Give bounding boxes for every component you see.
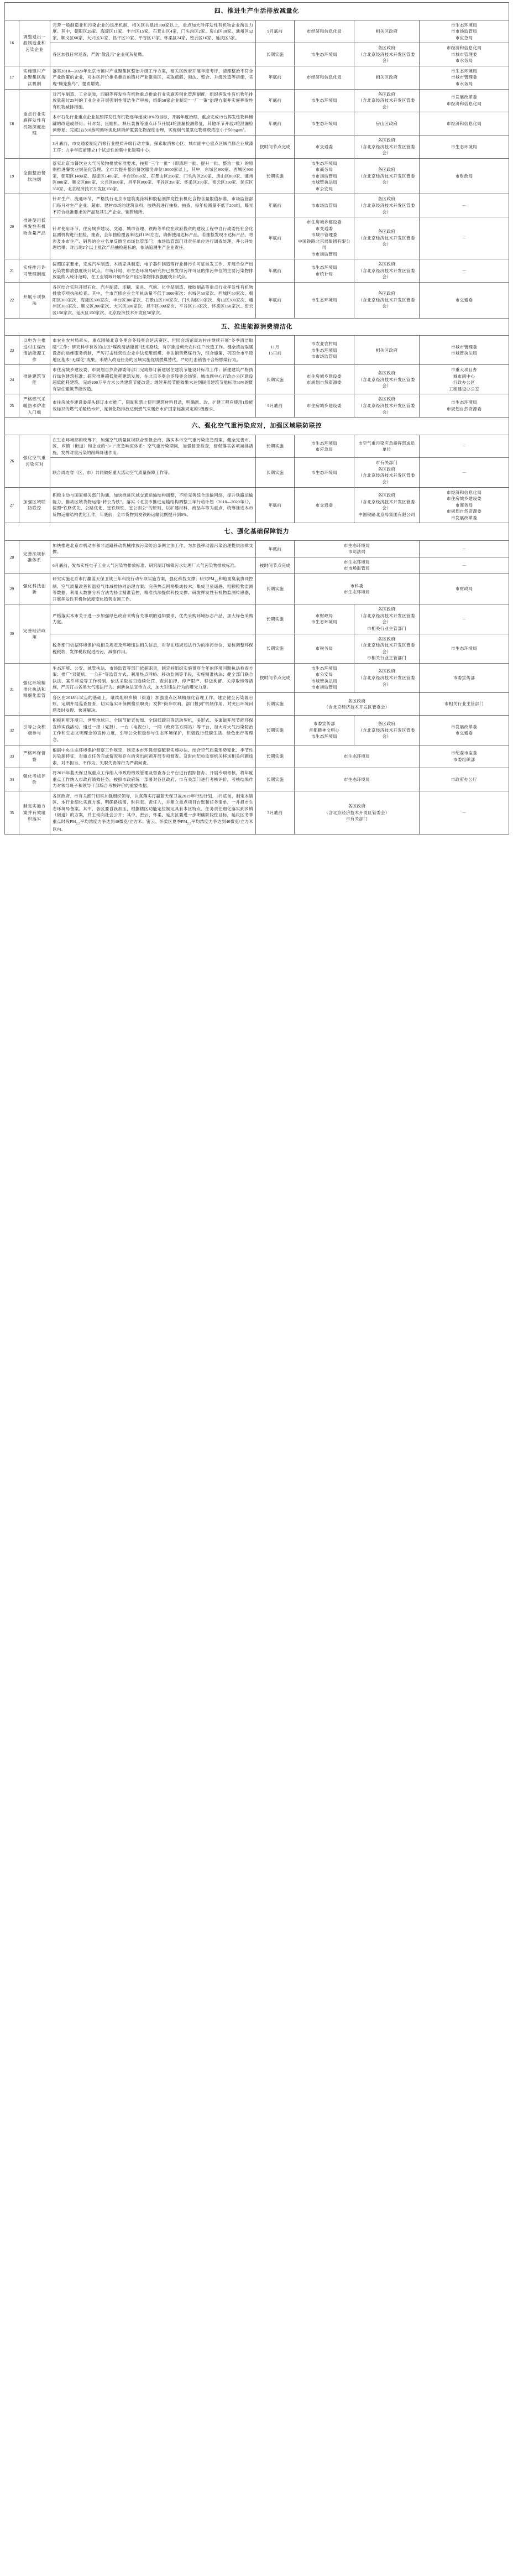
section-header-5: [5, 318, 509, 336]
row-responsible-unit: 相关区政府: [354, 336, 420, 365]
row-lead-unit: 市财政局 市生态环境局: [295, 604, 354, 634]
row-lead-unit: 市住房城乡建设委 市规划自然资源委: [295, 365, 354, 394]
row-lead-unit: 市生态环境局 市应急局: [295, 435, 354, 458]
row-deadline: 年底前: [256, 540, 295, 557]
row-deadline: 按时间节点完成: [256, 663, 295, 692]
table-row: [5, 43, 509, 66]
row-measure: 落实2018—2020年北京市镇村产业聚集区整治升级工作方案，相关区政府开展年度考评，清理整治不符合产业政策的企业，对本区评价排名靠后的镇村产业聚集区，采取疏解、淘汰、整合、升级改造等措施，实现“腾笼换鸟”、提质增效。: [50, 66, 256, 89]
table-row: [5, 745, 509, 768]
row-task: 推进建筑节能: [19, 365, 50, 394]
row-lead-unit: 市生态环境局 市统计局: [295, 259, 354, 283]
row-measure: 针对生产、流通环节，严格执行北京市建筑类涂料和胶粘剂挥发性有机化合物含量限值标准，市场监管部门每月对生产企业、超市、建材市场的建筑涂料、胶粘剂进行抽检、抽查，每年检测量不低于200组，曝光不符合标准要求的产品及其生产企业、销售场所。: [50, 194, 256, 217]
row-task: 强化科技创新: [19, 574, 50, 604]
table-row: [5, 458, 509, 487]
row-responsible-unit: 各区政府 （含北京经济技术开发区管委会） 中国铁路北京局集团有限公司: [354, 487, 420, 523]
table-row: [5, 158, 509, 194]
row-deadline: 11月 15日前: [256, 336, 295, 365]
row-number: 16: [5, 20, 19, 66]
row-task: 强化空气重污染应对: [19, 435, 50, 487]
row-task: 制定实施方案并有效组织落实: [19, 791, 50, 834]
row-deadline: 长期实施: [256, 745, 295, 768]
row-responsible-unit: 各区政府 （含北京经济技术开发区管委会） 市相关行业主管部门: [354, 634, 420, 663]
row-deadline: 9月底前: [256, 20, 295, 43]
row-responsible-unit: 相关区政府: [354, 66, 420, 89]
row-lead-unit: 市税务局: [295, 634, 354, 663]
row-lead-unit: 市生态环境局: [295, 43, 354, 66]
row-task: 全面整治餐饮油烟: [19, 158, 50, 194]
row-number: 30: [5, 604, 19, 663]
row-responsible-unit: 各区政府 （含北京经济技术开发区管委会） 市相关行业主管部门: [354, 604, 420, 634]
row-measure: 完善一般制造业和污染企业的退出机制，相关区共退出300家以上，重点加大涉挥发性有机物企业淘汰力度。其中，朝阳区26家、海淀区11家、丰台区15家、石景山区4家、门头沟区2家、房山区30家、通州区52家、顺义区60家、大兴区31家、昌平区20家、平谷区13家、怀柔区24家、密云区16家、延庆区5家。: [50, 20, 256, 43]
row-cooperating-unit: 市交通委: [420, 282, 509, 318]
row-measure: 积极利用环境日、世界地球日、全国节能宣传周、全国低碳日等活动契机，多形式、多渠道开展节能环保宣传实践活动。通过一报（党报）、一台（电视台）、一网（政府官方网站）等平台，加大对大气污染防治工作和生态文明理念的宣传力度，引导公众积极参与生态环境保护，积极践行低碳生活、绿色出行等理念。: [50, 716, 256, 745]
row-lead-unit: 市市场监管局: [295, 194, 354, 217]
row-task: 以电为主推进村庄煤改清洁能源工作: [19, 336, 50, 365]
row-cooperating-unit: 市生态环境局: [420, 634, 509, 663]
row-cooperating-unit: －: [420, 194, 509, 217]
row-cooperating-unit: 市委宣传部: [420, 663, 509, 692]
row-lead-unit: 市经济和信息化局: [295, 20, 354, 43]
table-row: [5, 435, 509, 458]
row-measure: 将2019年蓝天保卫战重点工作纳入市政府绩效管理及督查办公平台进行跟踪督办。开展专项考核，将年度重点工作纳入市政府绩效任务，按照市政府统一部署对各区政府、市有关部门进行考核评价，考核结果作为对领导班子和领导干部综合考核评价的重要依据。: [50, 768, 256, 791]
row-measure: 根据中央生态环境保护督察工作规定，制定本市环保督察配套实施办法。结合空气质量形势变化、季节性污染源特征，对重点任务完成情况和存在的突出问题开展专项督查。及时向纪检监察机关移送相关问题线索，对不担当、不作为、失职失责等行为严肃问责。: [50, 745, 256, 768]
row-lead-unit: 市生态环境局: [295, 112, 354, 135]
row-cooperating-unit: －: [420, 458, 509, 487]
row-measure: 各区政府、市有关部门切实加强组织领导，认真落实打赢蓝天保卫战2019年行动计划，3月底前，制定本辖区、本行业细化实施方案，明确路线图、时间表、责任人，并建立重点项目台账和任务清单，一并报市生态环境局备案。其中，各区要自我加压，根据辖区功能定位制定具有本区特点、任务责任细化落实到乡镇（街道）的方案，并主动向社会公开；其中，密云、怀柔、延庆区要进一步明确阶段性目标，延庆区冬季重点时段$PM_{2.5}$平均浓度力争达到40微克/立方米；密云、怀柔区夏季$PM_{2.5}$平均浓度力争达到40微克/立方米以内。: [50, 791, 256, 834]
row-number: 21: [5, 259, 19, 283]
row-cooperating-unit: 市财政局: [420, 158, 509, 194]
row-cooperating-unit: －: [420, 604, 509, 634]
row-lead-unit: 市交通委: [295, 135, 354, 159]
row-number: 17: [5, 66, 19, 89]
row-number: 33: [5, 745, 19, 768]
row-cooperating-unit: －: [420, 791, 509, 834]
row-responsible-unit: 各区政府 （含北京经济技术开发区管委会）: [354, 259, 420, 283]
row-lead-unit: 市科委 市生态环境局: [295, 574, 420, 604]
row-task: 推进使用低挥发性有机物含量产品: [19, 194, 50, 259]
row-cooperating-unit: 市发展改革委 市经济和信息化局: [420, 89, 509, 112]
row-responsible-unit: 各区政府 （含北京经济技术开发区管委会）: [354, 365, 420, 394]
row-lead-unit: 市交通委: [295, 487, 354, 523]
row-deadline: 年底前: [256, 487, 295, 523]
row-measure: 市住房城乡建设委、市规划自然资源委等部门完成修订新建居住建筑节能设计标准工作；新建建筑严格执行绿色建筑标准；研究推进超低能耗建筑发展，在北京冬奥会冬残奥会场馆、城市副中心行政办公区建设超低能耗建筑。完成200万平方米公共建筑节能改造；继续开展节能效果未达到民用建筑节能标准50%的既有居住建筑节能改造。: [50, 365, 256, 394]
row-measure: 市住房城乡建设委牵头修订本市推广、限制和禁止使用建筑材料目录，明确新、改、扩建工程应使用1级能效标识的燃气采暖热水炉，氮氧化物排放达到燃气采暖热水炉国家标准规定的5级要求。: [50, 394, 256, 418]
row-deadline: 年底前: [256, 194, 295, 217]
table-row: [5, 66, 509, 89]
row-number: 22: [5, 282, 19, 318]
row-deadline: 长期实施: [256, 768, 295, 791]
row-task: 强化考核评价: [19, 768, 50, 791]
row-measure: 各区在2018年试点的基础上，继续组织乡镇（街道）加强重点区域精细化管理工作。建立健全污染源台账，定期开展巡查督查，切实落实环保网格员职责；发挥“街乡吹哨、部门报到”机制作用，对突出环境问题及时发现、快速解决。: [50, 692, 256, 716]
document-sheet: [0, 0, 513, 840]
row-responsible-unit: 各区政府 （含北京经济技术开发区管委会）: [354, 194, 420, 217]
row-measure: 加快推进北京市机动车和非道路移动机械排放污染防治条例立法工作，为加强移动源污染治理提供法律支撑。: [50, 540, 256, 557]
table-row: [5, 574, 509, 604]
row-cooperating-unit: －: [420, 259, 509, 283]
row-measure: 3月底前，市交通委制定汽修行业提质升级行动方案，探索取消核心区、城市副中心重点区域汽修企业喷漆工序；力争年底前建立1个试点性的集中化钣喷中心。: [50, 135, 256, 159]
row-responsible-unit: 各区政府 （含北京经济技术开发区管委会）: [354, 394, 420, 418]
row-cooperating-unit: －: [420, 217, 509, 259]
row-responsible-unit: 各区政府 （含北京经济技术开发区管委会）: [354, 217, 420, 259]
row-cooperating-unit: 市财政局: [420, 574, 509, 604]
row-number: 27: [5, 487, 19, 523]
table-row: [5, 540, 509, 557]
row-cooperating-unit: 市经济和信息化局: [420, 112, 509, 135]
section-header-6: [5, 418, 509, 435]
row-lead-unit: 市生态环境局: [295, 89, 354, 112]
row-task: 调整退出一般制造业和污染企业: [19, 20, 50, 66]
row-measure: 按照国家要求，完成汽车制造、木质家具制造、电子器件制造等行业排污许可证核发工作。开展单位产出污染物排放强度统计试点。市统计局、市生态环境局研究将已核发排污许可证的排污单位的主要污染物排放量纳入统计范畴，在工业领域开展单位产出污染物排放强度统计试点。: [50, 259, 256, 283]
row-cooperating-unit: 市生态环境局: [420, 135, 509, 159]
table-row: [5, 365, 509, 394]
row-cooperating-unit: 市纪委市监委 市委组织部: [420, 745, 509, 768]
row-measure: 本市石化行业重点企业按照挥发性有机物逐年递减10%的目标，开展年度治理，重点完成19台挥发性物料储罐的改造或停用；针对泵、压缩机、释压装置等重点环节开展4轮泄漏检测修复，其他环节开展2轮泄漏检测修复；完成2台310蒸吨循环流化床锅炉氮氧化物深度治理，实现烟气氮氧化物排放浓度小于$50mg/m^3$。: [50, 112, 256, 135]
row-cooperating-unit: 市重大项目办 城市副中心 行政办公区 工程建设办公室: [420, 365, 509, 394]
table-row: [5, 557, 509, 573]
row-lead-unit: 市生态环境局: [295, 282, 354, 318]
row-lead-unit: 市生态环境局 市公安局 市城管执法局 市市场监管局: [295, 663, 354, 692]
section-title: 七、强化基础保障能力: [5, 523, 509, 541]
row-cooperating-unit: 市城市管理委 市城管执法局: [420, 336, 509, 365]
row-deadline: 长期实施: [256, 692, 295, 716]
row-lead-unit: 市住房城乡建设委: [295, 394, 354, 418]
table-row: [5, 194, 509, 217]
table-row: [5, 768, 509, 791]
row-lead-unit: 市生态环境局 市司法局: [295, 540, 420, 557]
row-deadline: 长期实施: [256, 634, 295, 663]
row-number: 29: [5, 574, 19, 604]
row-deadline: 按时间节点完成: [256, 135, 295, 159]
table-row: [5, 336, 509, 365]
row-number: 23: [5, 336, 19, 365]
row-cooperating-unit: 市生态环境局 市规划自然资源委: [420, 394, 509, 418]
row-deadline: 长期实施: [256, 158, 295, 194]
row-lead-unit: 市生态环境局: [295, 458, 354, 487]
row-responsible-unit: 各区政府 （含北京经济技术开发区管委会）: [354, 663, 420, 692]
row-lead-unit: 市生态环境局: [295, 745, 420, 768]
table-row: [5, 791, 509, 834]
row-measure: 严格落实本市关于进一步加强绿色政府采购有关事项的通知要求，优先采购环境标志产品，加大绿色采购力度。: [50, 604, 256, 634]
row-measure: 市农业农村局牵头，重点围绕北京冬奥会冬残奥会延庆赛区、世园会场馆周边村庄继续开展“冬季清洁取暖”工作；研究科学有效的山区“煤改清洁能源”技术路线，有序推进剩余农村住户改造工作。健全清洁取暖设备的运维服务机制，严厉打击经营性企业非法使用燃煤、非法销售燃煤行为，综合施策、巩固全市平原地区基本“无煤化”成果。未纳入改造任务的区域实施优质燃煤替代，严厉打击销售不合格燃煤行为。: [50, 336, 256, 365]
row-task: 加强区域联防联控: [19, 487, 50, 523]
row-measure: 积极主动与国家相关部门沟通，加快推进区域交通运输结构调整，不断完善综合运输网络，提升铁路运输能力，推动区域货物运输“转公为铁”。落实《北京市推进运输结构调整三年行动计划（2018—2020年）》，按照“铁路优先、公路优化、宜铁则铁、宜公则公”的原则，以矿建材料、商品车等为重点，统筹推进本市货物运输结构优化工作，年底前，全市货物到发铁路运输比例提升到8%。: [50, 487, 256, 523]
row-deadline: 9月底前: [256, 394, 295, 418]
row-task: 重点行业实施挥发性有机物深度治理: [19, 89, 50, 158]
section-title: 四、推进生产生活排放减量化: [5, 3, 509, 20]
row-cooperating-unit: 市经济和信息化局 市住房城乡建设委 市商务局 市规划自然资源委 市发展改革委: [420, 487, 509, 523]
row-cooperating-unit: 市政府办公厅: [420, 768, 509, 791]
row-responsible-unit: 市有关部门 各区政府 （含北京经济技术开发区管委会）: [354, 458, 420, 487]
row-deadline: 长期实施: [256, 716, 295, 745]
table-row: [5, 259, 509, 283]
row-responsible-unit: 各区政府 （含北京经济技术开发区管委会）: [354, 89, 420, 112]
section-header-4: [5, 3, 509, 20]
row-lead-unit: 各区政府 （含北京经济技术开发区管委会）: [295, 692, 420, 716]
row-deadline: 长期实施: [256, 604, 295, 634]
row-task: 完善经济政策: [19, 604, 50, 663]
row-deadline: 年底前: [256, 89, 295, 112]
row-measure: 各区加强日常巡查，严防“散乱污”企业死灰复燃。: [50, 43, 256, 66]
row-deadline: 年底前: [256, 66, 295, 89]
row-cooperating-unit: －: [420, 557, 509, 573]
row-measure: 针对使用环节，住房城乡建设、交通、城市管理、铁路等单位在政府投资的建设工程中自行或委托社会化监测机构进行抽检、抽查，全年抽检覆盖率达到10%左右，确保使用达标产品。若抽检发现不达标产品，将涉及本市生产、销售的企业名单反馈至市场监管部门；市场监管部门对责任单位进行调查处理，并公开处理结果；对出现2个以上批次产品抽检超标的，依法追溯生产企业责任。: [50, 217, 256, 259]
row-measure: 税务部门依据环境保护税相关规定及环境违法相关信息，对存在违规违法行为的排污单位，复核调整环保税税款，发挥税收促进治污、减排作用。: [50, 634, 256, 663]
section-header-7: [5, 523, 509, 541]
section-title: 六、强化空气重污染应对，加强区域联防联控: [5, 418, 509, 435]
row-measure: 在生态环境部的统筹下，加强空气质量区域联合预报会商，落实本市空气重污染应急预案，健全完善市、区、乡镇（街道）和企业的“3+1”应急响应体系；空气重污染期间，加强督查检查，督促落实各项减排措施，发挥对重污染的削峰降速作用。: [50, 435, 256, 458]
table-row: [5, 135, 509, 159]
row-measure: 落实北京市餐饮业大气污染物排放标准要求，按照“三个一批”（即清理一批、提升一批、整治一批）的原则推进餐饮业规范化管理。全市共提升整治餐饮服务单位10000家以上，其中，东城区900家、西城区900家、朝阳区1400家、海淀区1400家、丰台区850家、石景山区250家、门头沟区250家、房山区800家、通州区800家、顺义区800家、大兴区800家、昌平区800家、平谷区350家、怀柔区350家、密云区350家、延庆区350家、北京经济技术开发区150家。: [50, 158, 256, 194]
row-task: 完善法规标准体系: [19, 540, 50, 573]
row-deadline: 按时间节点完成: [256, 557, 295, 573]
table-row: [5, 282, 509, 318]
row-cooperating-unit: 市生态环境局 市城市管理委 市水务局: [420, 66, 509, 89]
row-number: 24: [5, 365, 19, 394]
row-task: 实施排污许可管理制度: [19, 259, 50, 283]
row-cooperating-unit: 市经济和信息化局 市城市管理委 市水务局: [420, 43, 509, 66]
row-deadline: 长期实施: [256, 458, 295, 487]
row-cooperating-unit: 市生态环境局 市市场监管局 市应急局: [420, 20, 509, 43]
row-deadline: 长期实施: [256, 365, 295, 394]
row-task: 实施镇村产业聚集区淘汰机制: [19, 66, 50, 89]
row-measure: 各区结合实际开展石化、汽车制造、印刷、家具、汽修、化学品制造、橡胶制品等重点行业挥发性有机物排放专项执法检查。其中，全市汽修企业全年执法量不低于3000家次：东城区50家次、西城区50家次、朝阳区300家次、海淀区300家次、丰台区300家次、石景山区100家次、门头沟区50家次、房山区300家次、通州区300家次、顺义区200家次、大兴区300家次、昌平区300家次、平谷区150家次、怀柔区150家次、密云区150家次、延庆区150家次、北京经济技术开发区50家次。: [50, 282, 256, 318]
row-number: 26: [5, 435, 19, 487]
row-number: 20: [5, 194, 19, 259]
row-lead-unit: 市委宣传部 首都精神文明办 市生态环境局: [295, 716, 354, 745]
table-row: [5, 89, 509, 112]
row-lead-unit: 市农业农村局 市生态环境局 市市场监管局: [295, 336, 354, 365]
row-number: 35: [5, 791, 19, 834]
row-deadline: 年底前: [256, 217, 295, 259]
row-responsible-unit: 各区政府 （含北京经济技术开发区管委会）: [354, 43, 420, 66]
row-cooperating-unit: 市发展改革委 市交通委: [420, 716, 509, 745]
table-row: [5, 634, 509, 663]
row-number: 28: [5, 540, 19, 573]
row-deadline: 3月底前: [256, 791, 295, 834]
table-row: [5, 112, 509, 135]
row-number: 31: [5, 663, 19, 716]
row-task: 严格环保督察: [19, 745, 50, 768]
row-measure: 6月底前，发布实施电子工业大气污染物排放标准。研究制订城镇污水处理厂大气污染物排放标准。: [50, 557, 256, 573]
table-row: [5, 487, 509, 523]
row-task: 引导公众积极参与: [19, 716, 50, 745]
row-lead-unit: 市经济和信息化局: [295, 66, 354, 89]
row-deadline: 年底前: [256, 259, 295, 283]
row-responsible-unit: 各区政府 （含北京经济技术开发区管委会）: [354, 716, 420, 745]
table-row: [5, 716, 509, 745]
table-row: [5, 394, 509, 418]
row-responsible-unit: 相关区政府: [354, 20, 420, 43]
row-lead-unit: 市生态环境局 市商务局 市市场监管局 市城管执法局 市公安局: [295, 158, 354, 194]
row-measure: 联合周边省（区、市）共同做好重大活动空气质量保障工作等。: [50, 458, 256, 487]
row-responsible-unit: 市空气重污染应急指挥部成员单位: [354, 435, 420, 458]
row-cooperating-unit: －: [420, 540, 509, 557]
row-deadline: 年底前: [256, 282, 295, 318]
row-deadline: 长期实施: [256, 43, 295, 66]
row-cooperating-unit: －: [420, 435, 509, 458]
row-number: 25: [5, 394, 19, 418]
row-measure: 生态环境、公安、城管执法、市场监管等部门依据职责，制定并组织实施贯穿全年的环境问题执法检查方案；推广“双随机、一公开”等监管方式，利用热点网格、移动监测等手段，实施精准执法；健全部门联合执法、案件移送等工作机制，依法采取按日连续处罚、查封扣押、停产限产、移送拘留、关停取缔等措施，严厉打击各类大气违法行为。创新执法宣传方式，加大对违法行为的曝光力度。: [50, 663, 256, 692]
row-number: 19: [5, 158, 19, 194]
row-responsible-unit: 各区政府 （含北京经济技术开发区管委会）: [354, 135, 420, 159]
row-number: 18: [5, 89, 19, 158]
row-cooperating-unit: 市相关行业主管部门: [420, 692, 509, 716]
table-row: [5, 217, 509, 259]
row-number: 32: [5, 716, 19, 745]
row-responsible-unit: 各区政府 （含北京经济技术开发区管委会）: [354, 158, 420, 194]
row-lead-unit: 市生态环境局: [295, 768, 420, 791]
table-row: [5, 663, 509, 692]
row-task: 强化环境精准化执法和精细化监管: [19, 663, 50, 716]
table-row: [5, 604, 509, 634]
row-task: 开展专项执法: [19, 282, 50, 318]
row-measure: 对汽车制造、工业涂装、印刷等挥发性有机物重点排放行业实施差别化管理制度，组织挥发性有机物年排放量超过25吨的工业企业开展强制性清洁生产审核，组织50家企业制定“一厂一策”治理方案并实施挥发性有机物减排措施。: [50, 89, 256, 112]
row-deadline: 长期实施: [256, 574, 295, 604]
row-responsible-unit: 各区政府 （含北京经济技术开发区管委会）: [354, 282, 420, 318]
row-task: 严格燃气采暖热水炉准入门槛: [19, 394, 50, 418]
row-lead-unit: 各区政府 （含北京经济技术开发区管委会） 市有关部门: [295, 791, 420, 834]
row-deadline: 长期实施: [256, 435, 295, 458]
section-title: 五、推进能源消费清洁化: [5, 318, 509, 336]
action-plan-table: [4, 2, 509, 835]
row-measure: 研究实施北京市打赢蓝天保卫战三年科技行动专项实施方案，强化科技支撑；研究$PM_{2.5}$和地面臭氧协同控制、空气质量改善和温室气体减排协同治理方案。完善热点网格集成技术，集成卫星遥感、粗颗粒物监测等数据，利用大数据分析方法为扬尘精准管控、精准执法提供科技支撑。研发挥发性有机物监测传感器，开展挥发性有机物浓度变化趋势监测工作。: [50, 574, 256, 604]
row-lead-unit: 市生态环境局 市市场监管局: [295, 557, 420, 573]
row-deadline: 年底前: [256, 112, 295, 135]
table-row: [5, 20, 509, 43]
row-responsible-unit: 房山区政府: [354, 112, 420, 135]
row-number: 34: [5, 768, 19, 791]
row-lead-unit: 市住房城乡建设委 市交通委 市城市管理委 中国铁路北京局集团有限公司 市市场监管局: [295, 217, 354, 259]
table-row: [5, 692, 509, 716]
